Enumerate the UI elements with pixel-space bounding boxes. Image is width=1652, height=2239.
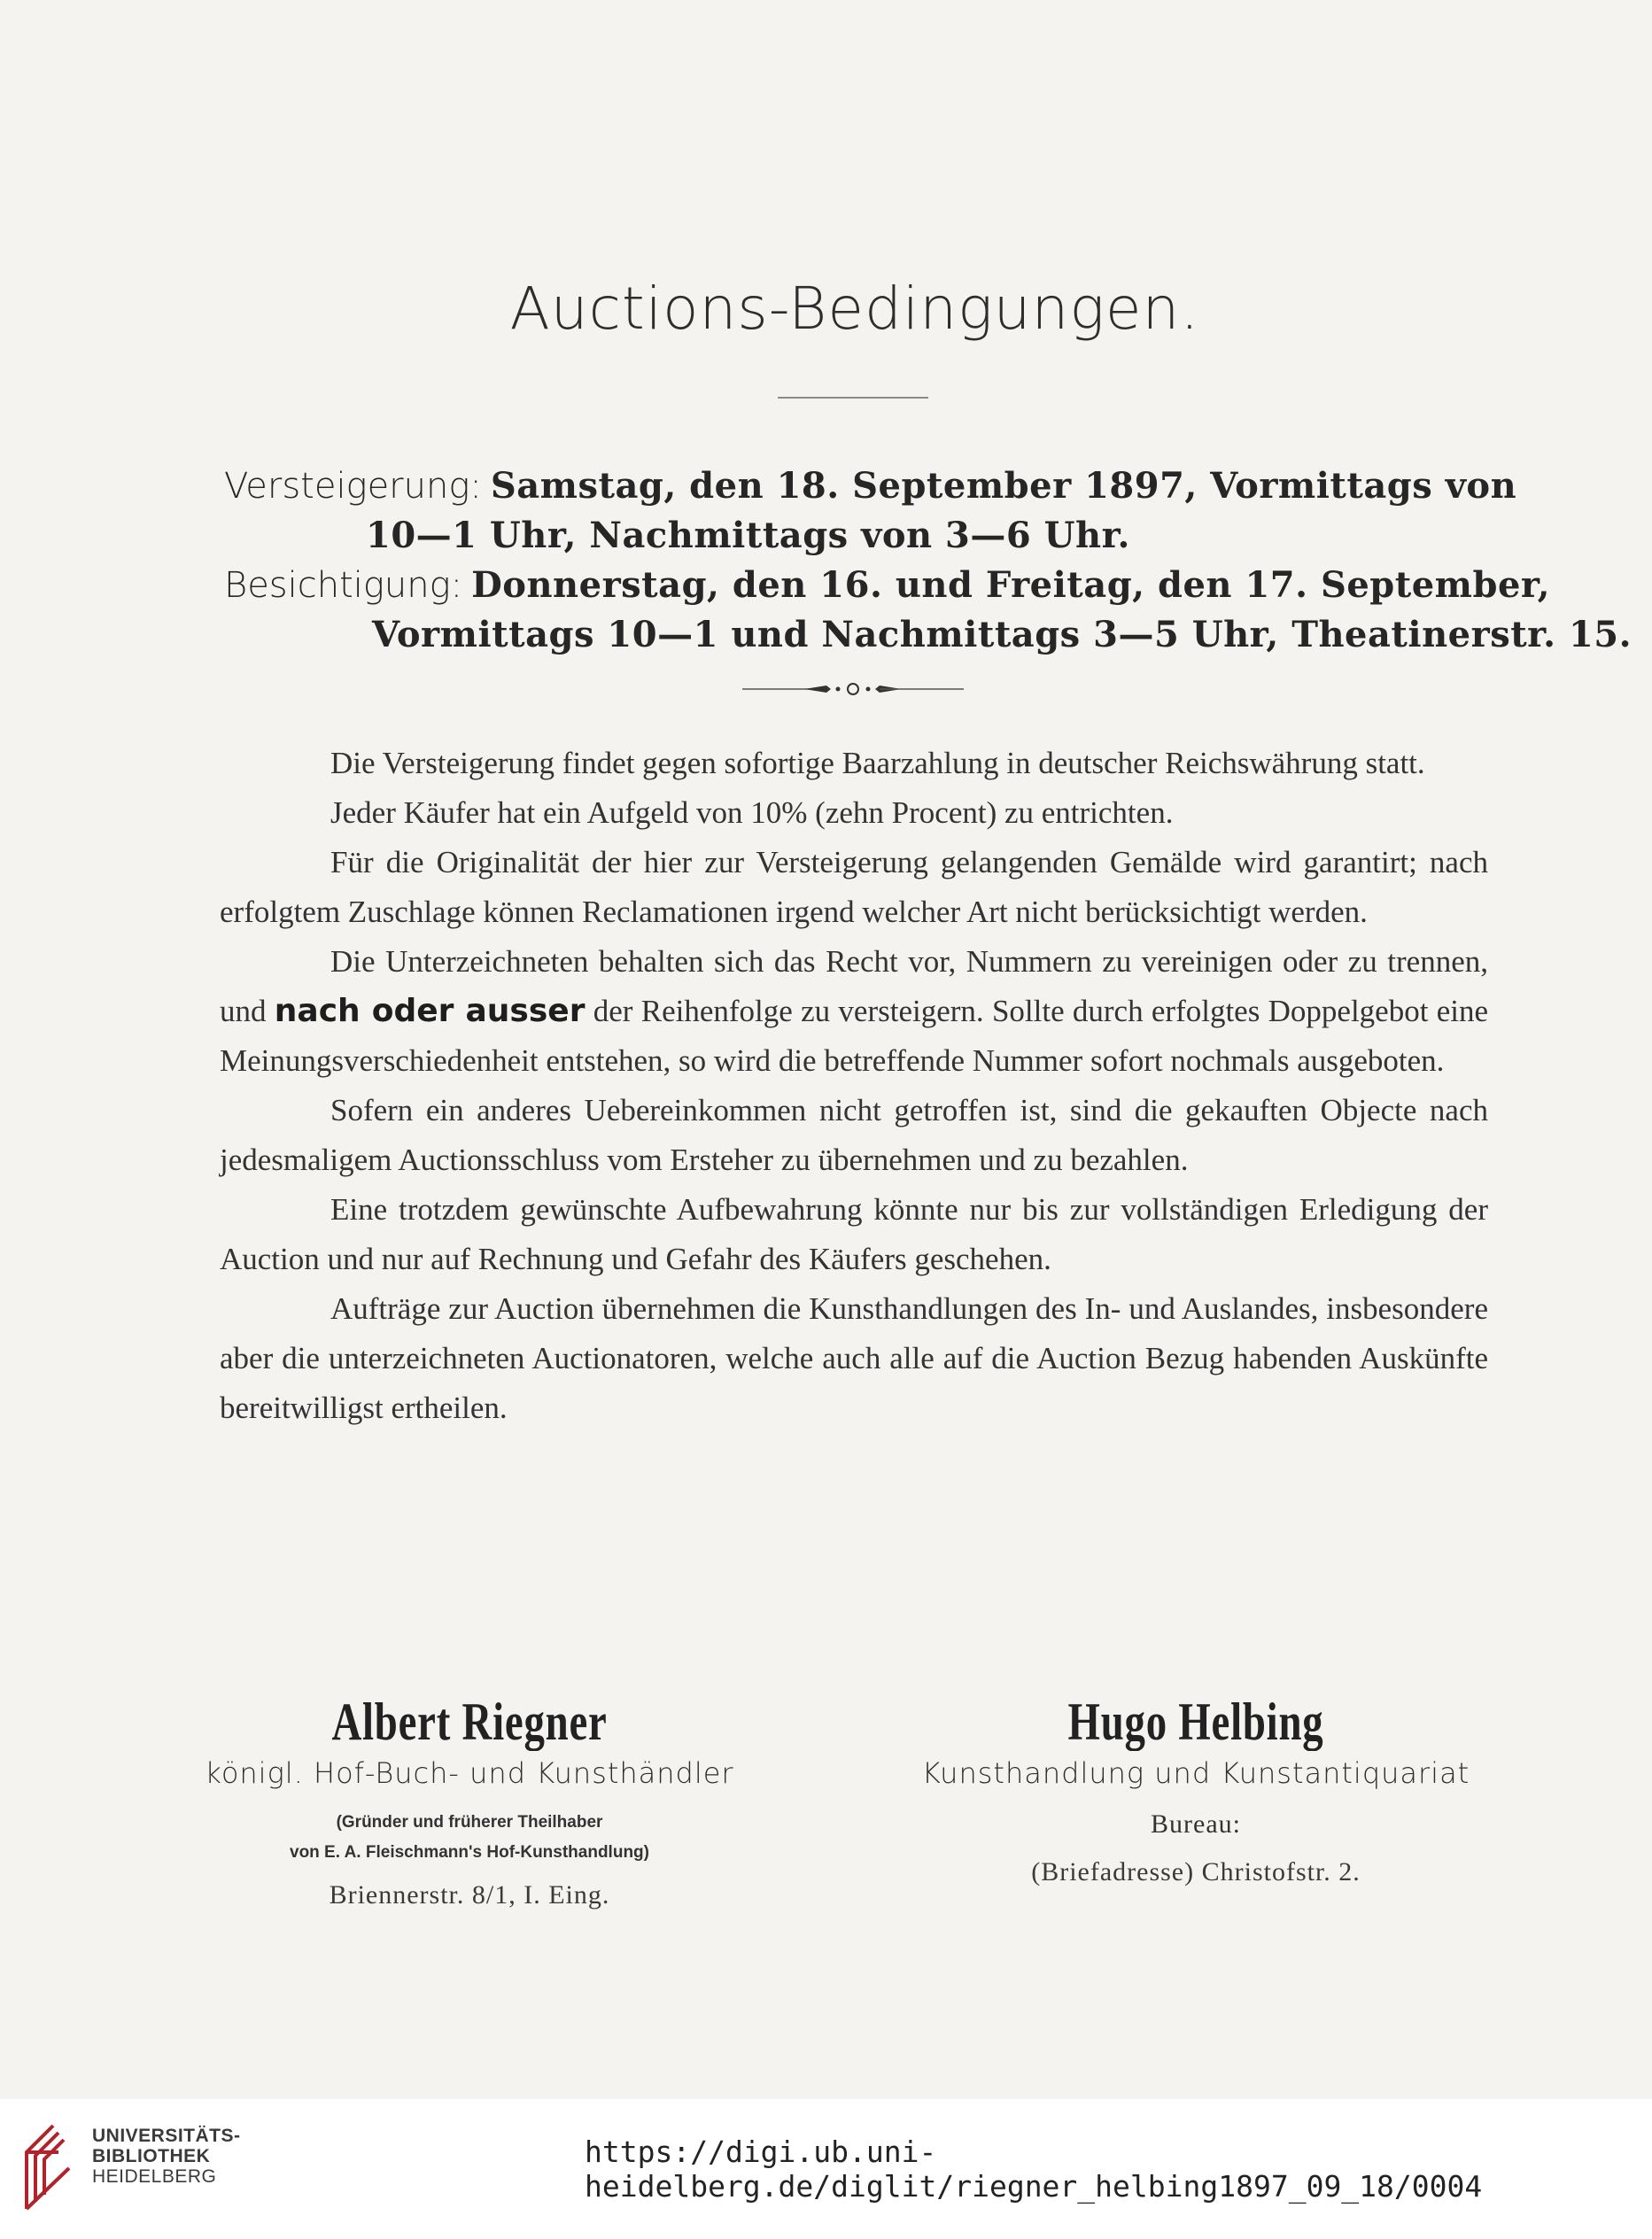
paragraph-originality: Für die Originalität der hier zur Versteigerung gelangenden Gemälde wird garantirt; nach erfolgtem Zuschlage können Reclamationen irgend welcher Art nicht berücksichtigt werden. (220, 845, 1488, 929)
paragraph-rights-start: Die Unterzeichneten behalten sich das Recht vor, Nummern zu vereinigen oder zu trennen, und (220, 944, 1488, 1028)
paragraph-rights-end: der Reihenfolge zu versteigern. Sollte durch erfolgtes Doppelgebot eine Meinungsverschiedenheit entstehen, so wird die betreffende Nummer sofort nochmals ausgeboten. (220, 994, 1489, 1078)
viewing-date-text: Donnerstag, den 16. und Freitag, den 17. September, (471, 564, 1551, 606)
signature-left-note-line1: (Gründer und früherer Theilhaber (336, 1813, 603, 1832)
paragraph-commissions: Aufträge zur Auction übernehmen die Kunsthandlungen des In- und Auslandes, insbesondere aber die unterzeichneten Auctionatoren, welche auch alle auf die Auction Bezug habenden Auskünfte bereitwilligst ertheilen. (220, 1291, 1488, 1425)
paragraph-premium: Jeder Käufer hat ein Aufgeld von 10% (zehn Procent) zu entrichten. (330, 795, 1174, 830)
viewing-label: Besichtigung: (224, 565, 463, 606)
signature-left-address: Briennerstr. 8/1, I. Eing. (329, 1880, 610, 1910)
logo-line2: BIBLIOTHEK (92, 2146, 211, 2166)
paragraph-rights-emphasis: nach oder ausser (274, 993, 586, 1029)
signature-right (904, 1692, 1488, 1887)
signature-left (177, 1692, 762, 1910)
auction-date-text: Samstag, den 18. September 1897, Vormittags von (490, 465, 1517, 507)
library-logo-text (92, 2126, 241, 2187)
paragraph-rights (220, 937, 1488, 1086)
signature-right-name: Hugo Helbing (1067, 1693, 1324, 1751)
logo-line3: HEIDELBERG (92, 2166, 217, 2187)
library-logo-icon (18, 2117, 83, 2214)
signature-right-bureau: Bureau: (1151, 1809, 1241, 1839)
signature-left-note (177, 1808, 762, 1868)
auction-label: Versteigerung: (224, 466, 482, 507)
logo-line1: UNIVERSITÄTS- (92, 2126, 241, 2146)
signature-right-role: Kunsthandlung und Kunstantiquariat (921, 1756, 1470, 1790)
paragraph-pickup: Sofern ein anderes Uebereinkommen nicht getroffen ist, sind die gekauften Objecte nach jedesmaligem Auctionsschluss vom Ersteher zu übernehmen und zu bezahlen. (220, 1093, 1488, 1177)
viewing-date-line2: Vormittags 10—1 und Nachmittags 3—5 Uhr, Theatinerstr. 15. (372, 614, 1633, 655)
auction-date-line1 (224, 465, 1516, 507)
title-divider (778, 397, 928, 399)
paragraph-payment: Die Versteigerung findet gegen sofortige Baarzahlung in deutscher Reichswährung statt. (330, 746, 1425, 780)
signature-left-role: königl. Hof-Buch- und Kunsthändler (205, 1756, 734, 1790)
page-title: Auctions-Bedingungen. (509, 275, 1200, 343)
auction-date-line2: 10—1 Uhr, Nachmittags von 3—6 Uhr. (366, 515, 1130, 556)
ornament-divider-icon (742, 680, 964, 698)
signature-right-address: (Briefadresse) Christofstr. 2. (1031, 1857, 1361, 1886)
viewing-date-line1 (224, 564, 1550, 606)
signature-left-name: Albert Riegner (331, 1693, 608, 1751)
permalink-url[interactable]: https://digi.ub.uni-heidelberg.de/diglit/riegner_helbing1897_09_18/0004 (585, 2134, 1483, 2204)
signature-left-note-line2: von E. A. Fleischmann's Hof-Kunsthandlung) (290, 1843, 649, 1862)
paragraph-storage: Eine trotzdem gewünschte Aufbewahrung könnte nur bis zur vollständigen Erledigung der Auction und nur auf Rechnung und Gefahr des Käufers geschehen. (220, 1192, 1488, 1276)
conditions-body (220, 739, 1488, 1433)
